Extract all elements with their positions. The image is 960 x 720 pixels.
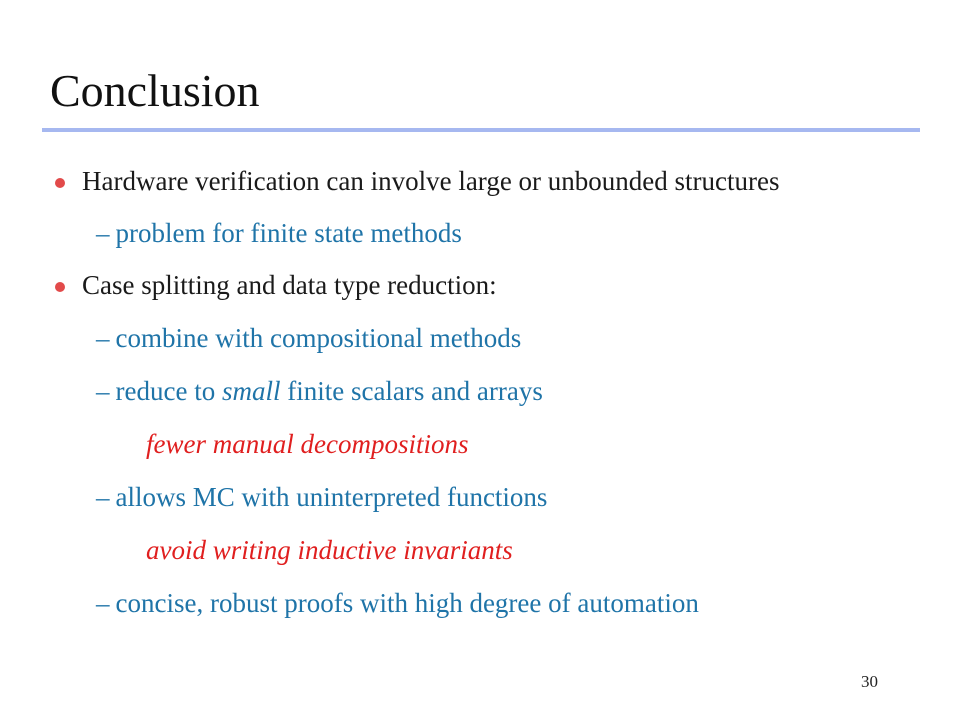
subitem-3-text-after: finite scalars and arrays: [280, 376, 543, 406]
dash-marker: –: [96, 218, 110, 248]
subitem-3-emphasis: small: [221, 376, 281, 406]
subitem-4-text: allows MC with uninterpreted functions: [115, 482, 548, 512]
subitem-1-text: problem for finite state methods: [115, 218, 462, 248]
slide-title: Conclusion: [50, 65, 260, 116]
dash-marker: –: [96, 588, 110, 618]
bullet-2-text: Case splitting and data type reduction:: [82, 270, 497, 300]
subitem-3-text-before: reduce to: [115, 376, 222, 406]
dash-marker: –: [96, 376, 110, 406]
subitem-5-text: concise, robust proofs with high degree of automation: [115, 588, 699, 618]
bullet-dot: [55, 282, 65, 292]
page-number: 30: [861, 672, 878, 691]
subitem-2-text: combine with compositional methods: [115, 323, 522, 353]
dash-marker: –: [96, 323, 110, 353]
subitem-4: [96, 481, 547, 513]
note-2: avoid writing inductive invariants: [146, 535, 513, 565]
bullet-dot: [55, 178, 65, 188]
bullet-1-text: Hardware verification can involve large or unbounded structures: [82, 166, 780, 196]
subitem-3: [96, 375, 543, 407]
title-underline: [42, 128, 920, 132]
subitem-2: [96, 322, 521, 354]
subitem-1: [96, 217, 462, 249]
dash-marker: –: [96, 482, 110, 512]
note-1: fewer manual decompositions: [146, 429, 469, 459]
subitem-5: [96, 587, 699, 619]
